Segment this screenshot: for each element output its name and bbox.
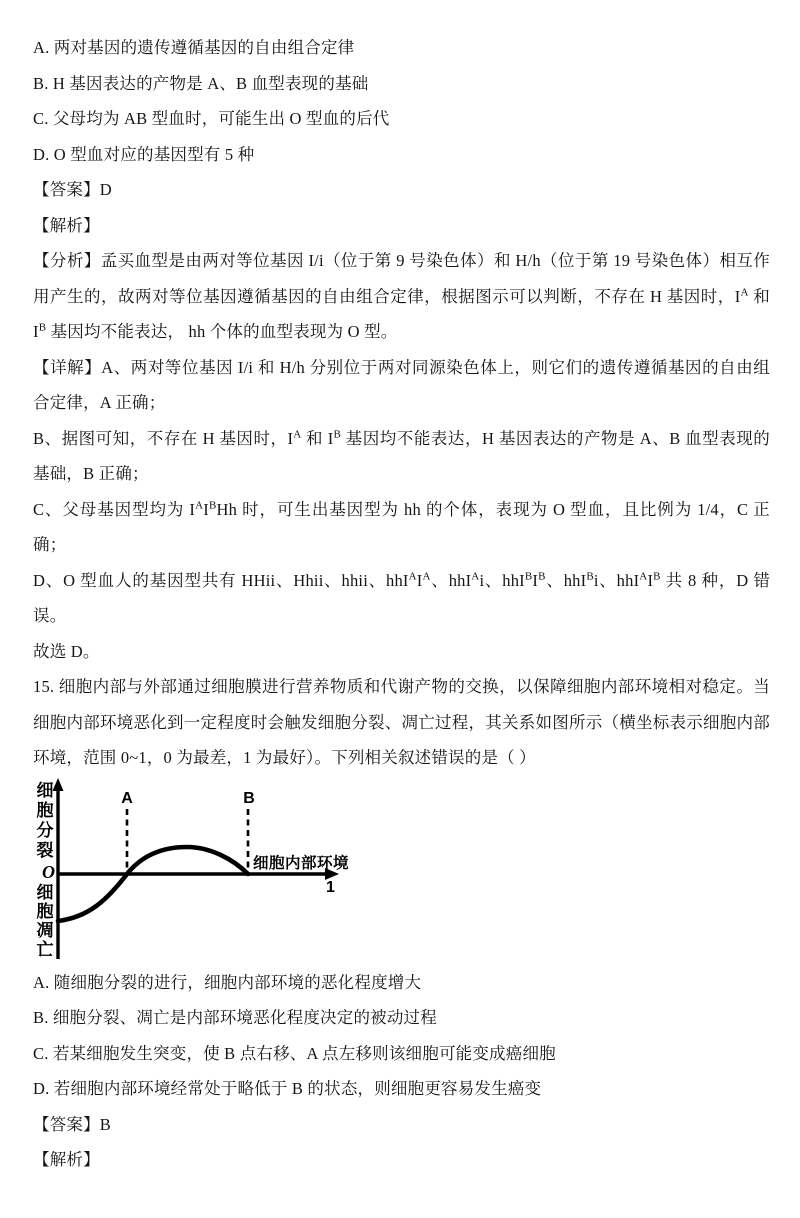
x-axis-title: 细胞内部环境 [253, 854, 350, 872]
marker-b-label: B [243, 789, 255, 807]
paragraph: 15. 细胞内部与外部通过细胞膜进行营养物质和代谢产物的交换，以保障细胞内部环境相对稳定。当细胞内部环境恶化到一定程度时会触发细胞分裂、凋亡过程，其关系如图所示（横坐标表示细胞内部环境，范围 0~1，0 为最差，1 为最好）。下列相关叙述错误的是（ ） [33, 677, 770, 767]
paragraph: 【答案】D [33, 180, 112, 199]
paragraph: 【解析】 [33, 215, 100, 235]
marker-a-label: A [121, 789, 133, 807]
paragraph: C. 若某细胞发生突变，使 B 点右移、A 点左移则该细胞可能变成癌细胞 [33, 1043, 556, 1063]
paragraph: B. 细胞分裂、凋亡是内部环境恶化程度决定的被动过程 [33, 1008, 437, 1027]
x-max-tick-label: 1 [326, 878, 335, 896]
division-apoptosis-curve [58, 847, 248, 921]
y-axis-label-division: 细胞分裂 [36, 780, 54, 860]
paragraph: 【详解】A、两对等位基因 I/i 和 H/h 分别位于两对同源染色体上，则它们的遗传遵循基因的自由组合定律，A 正确； [33, 357, 770, 412]
paragraph: 【解析】 [33, 1150, 100, 1169]
paragraph: C、父母基因型均为 $I^AI^BHh$ 时，可生出基因型为 hh 的个体，表现为 O 型血，且比例为 1/4，C 正确； [33, 499, 770, 554]
cell-division-apoptosis-figure [33, 778, 378, 964]
paragraph: 【分析】孟买血型是由两对等位基因 I/i（位于第 9 号染色体）和 H/h（位于第 19 号染色体）相互作用产生的，故两对等位基因遵循基因的自由组合定律，根据图示可以判断，不存在 H 基因时，$I^A$ 和 $I^B$ 基因均不能表达， hh 个体的血型表现为 O 型。 [33, 251, 770, 341]
y-axis-label-apoptosis: 细胞凋亡 [36, 882, 54, 959]
paragraph: B. H 基因表达的产物是 A、B 血型表现的基础 [33, 73, 369, 93]
paragraph: 故选 D。 [33, 641, 100, 661]
paragraph: 【答案】B [33, 1114, 112, 1134]
origin-label: O [42, 861, 55, 882]
text-block-top [33, 30, 770, 776]
text-block-bottom [33, 965, 770, 1178]
paragraph: B、据图可知，不存在 H 基因时，$I^A$ 和 $I^B$ 基因均不能表达，H 基因表达的产物是 A、B 血型表现的基础，B 正确； [33, 428, 770, 483]
paragraph: C. 父母均为 AB 型血时，可能生出 O 型血的后代 [33, 109, 390, 128]
paragraph: A. 随细胞分裂的进行，细胞内部环境的恶化程度增大 [33, 972, 422, 992]
paragraph: D. O 型血对应的基因型有 5 种 [33, 144, 255, 164]
paragraph: A. 两对基因的遗传遵循基因的自由组合定律 [33, 38, 355, 57]
paragraph: D. 若细胞内部环境经常处于略低于 B 的状态，则细胞更容易发生癌变 [33, 1079, 542, 1098]
paragraph: D、O 型血人的基因型共有 HHii、Hhii、hhii、$hhI^AI^A$、hhI$^A$i、$hhI^BI^B$、hhI$^B$i、$hhI^AI^B$ 共 8 种，D 错误。 [33, 570, 771, 625]
